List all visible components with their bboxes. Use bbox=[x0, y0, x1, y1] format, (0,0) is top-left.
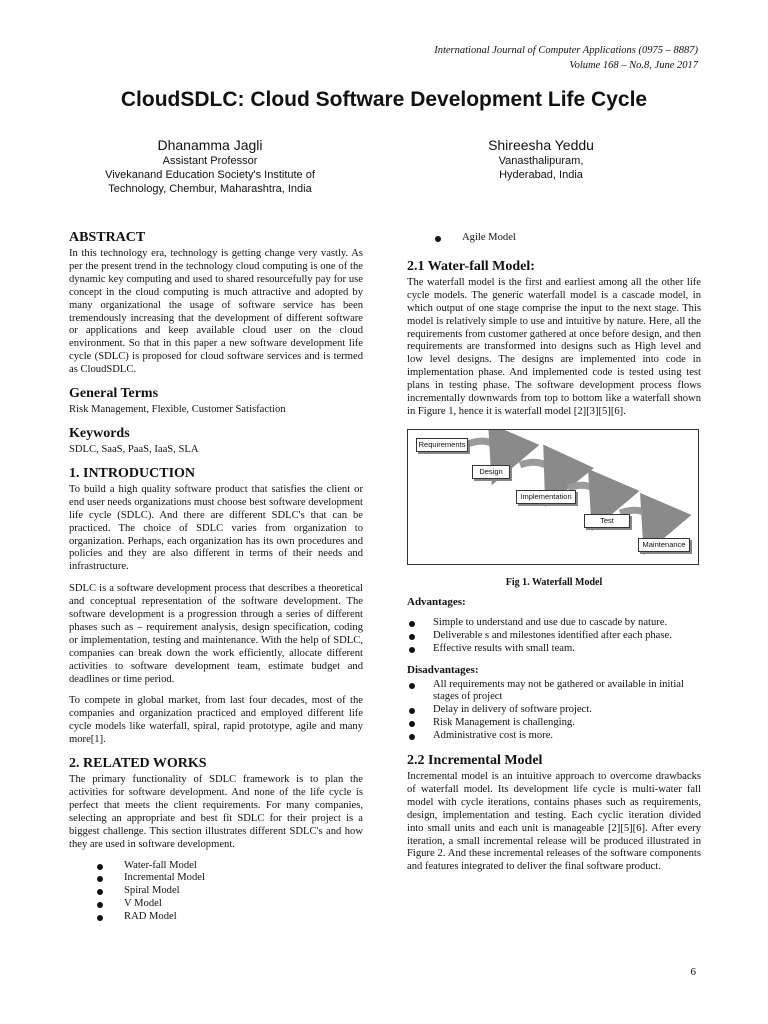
author-1-name: Dhanamma Jagli bbox=[157, 137, 263, 153]
journal-header bbox=[434, 43, 698, 73]
disadvantages-list bbox=[407, 679, 701, 744]
figure-step-requirements: Requirements bbox=[416, 438, 468, 452]
author-2-affil-2: Hyderabad, India bbox=[499, 169, 583, 181]
introduction-heading: 1. INTRODUCTION bbox=[69, 465, 196, 481]
page-number: 6 bbox=[690, 966, 696, 978]
list-item: Risk Management is challenging. bbox=[407, 717, 701, 730]
author-1-affil-1: Assistant Professor bbox=[162, 155, 258, 167]
list-item: Effective results with small team. bbox=[407, 643, 701, 656]
general-terms-heading: General Terms bbox=[69, 386, 159, 402]
abstract-heading: ABSTRACT bbox=[69, 230, 146, 245]
list-item: Deliverable s and milestones identified after each phase. bbox=[407, 630, 701, 643]
arrow-2 bbox=[520, 462, 556, 488]
right-column bbox=[407, 232, 701, 874]
figure-step-implementation: Implementation bbox=[516, 490, 576, 504]
introduction-paragraph-3: To compete in global market, from last four decades, most of the companies and organization practiced and employed different life cycle models like waterfall, spiral, rapid prototype, agile and many more[1]. bbox=[69, 695, 363, 746]
list-item: Spiral Model bbox=[69, 885, 363, 898]
general-terms-text: Risk Management, Flexible, Customer Satisfaction bbox=[69, 404, 286, 416]
waterfall-figure bbox=[407, 429, 699, 565]
figure-step-test: Test bbox=[584, 514, 630, 528]
figure-step-maintenance: Maintenance bbox=[638, 538, 690, 552]
list-item: Water-fall Model bbox=[69, 860, 363, 873]
model-list-continued bbox=[407, 232, 701, 245]
list-item: All requirements may not be gathered or available in initial stages of project bbox=[407, 679, 701, 705]
author-1 bbox=[85, 136, 335, 196]
journal-volume: Volume 168 – No.8, June 2017 bbox=[569, 60, 698, 71]
list-item: Incremental Model bbox=[69, 872, 363, 885]
figure-caption: Fig 1. Waterfall Model bbox=[505, 576, 603, 588]
left-column bbox=[69, 230, 363, 924]
author-2 bbox=[451, 136, 631, 182]
author-2-name: Shireesha Yeddu bbox=[488, 137, 594, 153]
keywords-heading: Keywords bbox=[69, 425, 130, 441]
abstract-text: In this technology era, technology is getting change very vastly. As per the present trend in the technology cloud computing is one of the dynamic key computing and used to shared resourcefully pay for use concept in the cloud computing is much attractive and adopted by many organizational the usage of software service has been tremendously increasing that the development of different software or applications and keep available cloud user on the cloud environment. So that in this paper a new software development life cycle (SDLC) is proposed for cloud software services and is termed as CloudSDLC. bbox=[69, 248, 363, 376]
figure-step-design: Design bbox=[472, 465, 510, 479]
incremental-heading: 2.2 Incremental Model bbox=[407, 753, 543, 769]
author-2-affil-1: Vanasthalipuram, bbox=[498, 155, 584, 167]
advantages-heading: Advantages: bbox=[407, 595, 466, 608]
author-1-affil-3: Technology, Chembur, Maharashtra, India bbox=[108, 183, 312, 195]
keywords-text: SDLC, SaaS, PaaS, IaaS, SLA bbox=[69, 443, 199, 455]
list-item: Administrative cost is more. bbox=[407, 730, 701, 743]
arrow-1 bbox=[468, 441, 502, 466]
disadvantages-heading: Disadvantages: bbox=[407, 663, 479, 676]
paper-title: CloudSDLC: Cloud Software Development Life Cycle bbox=[120, 88, 648, 111]
waterfall-text: The waterfall model is the first and earliest among all the other life cycle models. The generic waterfall model is a cascade model, in which output of one stage comprise the input to the next stage. This model is relatively simple to use and intuitive by nature. Here, all the requirements from customer gathered at once before design, and then requirements are transformed into designs such as High level and low level designs. The designs are implemented into code in implementation phase. And implemented code is tested using test plans in testing phase. The software development process flows incrementally downwards from top to bottom like a waterfall shown in Figure 1, hence it is waterfall model [2][3][5][6]. bbox=[407, 276, 701, 417]
introduction-paragraph-1: To build a high quality software product that satisfies the client or end user needs organizations must choose best software development life cycle (SDLC). And there are different SDLC's that can be practiced. The choice of SDLC varies from organization to organization. Perhaps, each organization has its own procedures and policies and they are also different in terms of their needs and infrastructure. bbox=[69, 483, 363, 573]
journal-name: International Journal of Computer Applications (0975 – 8887) bbox=[434, 45, 698, 56]
advantages-list bbox=[407, 617, 701, 656]
list-item: Delay in delivery of software project. bbox=[407, 704, 701, 717]
related-works-text: The primary functionality of SDLC framework is to plan the activities for software development. And none of the life cycle is perfect that meets the client requirements. For many companies, selecting an appropriate and best fit SDLC for their project is a biggest challenge. This section illustrates different SDLC's and how they are used in software development. bbox=[69, 774, 363, 850]
list-item: Agile Model bbox=[407, 232, 701, 245]
incremental-text: Incremental model is an intuitive approach to overcome drawbacks of waterfall model. Its development life cycle is multi-water fall model with cycle iterations, contains phases such as requirements, design, implementation and testing. Each cyclic iteration divided into small units and each unit is manageable [2][5][6]. After every iteration, a small incremental release will be produced illustrated in Figure 2. And these incremental releases of the software components and features integrated to deliver the final software product. bbox=[407, 771, 701, 873]
waterfall-heading: 2.1 Water-fall Model: bbox=[407, 258, 535, 274]
author-1-affil-2: Vivekanand Education Society's Institute of bbox=[105, 169, 315, 181]
list-item: V Model bbox=[69, 898, 363, 911]
model-list bbox=[69, 860, 363, 925]
introduction-paragraph-2: SDLC is a software development process that describes a theoretical and conceptual representation of the software development. The software development is a progression through a series of different phases such as – requirement analysis, design specification, coding or implementation, testing and maintenance. With the help of SDLC, companies can break down the work efficiently, allocate different activities to software development team, estimate budget and deadlines or time period. bbox=[69, 583, 363, 685]
list-item: RAD Model bbox=[69, 911, 363, 924]
related-works-heading: 2. RELATED WORKS bbox=[69, 756, 207, 772]
list-item: Simple to understand and use due to cascade by nature. bbox=[407, 617, 701, 630]
